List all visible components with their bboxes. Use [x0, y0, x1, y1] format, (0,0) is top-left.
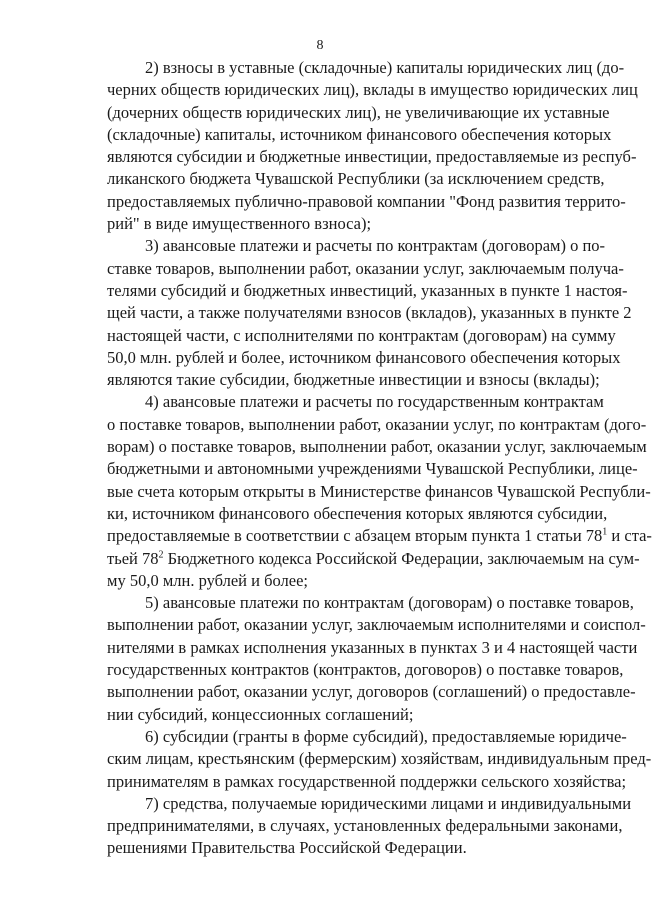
text-line: [107, 548, 640, 570]
text-segment: Бюджетного кодекса Российской Федерации, заключаемым на сум-: [163, 548, 640, 568]
text-line: нителями в рамках исполнения указанных в пунктах 3 и 4 настоящей части: [107, 637, 638, 657]
text-line: черних обществ юридических лиц), вклады в имущество юридических лиц: [107, 80, 638, 100]
text-line: 50,0 млн. рублей и более, источником финансового обеспечения которых: [107, 347, 621, 367]
text-line: являются субсидии и бюджетные инвестиции, предоставляемые из респуб-: [107, 147, 637, 167]
text-segment: и ста-: [607, 526, 652, 546]
text-line: о поставке товаров, выполнении работ, оказании услуг, по контрактам (дого-: [107, 414, 647, 434]
text-line: 2) взносы в уставные (складочные) капиталы юридических лиц (до-: [145, 58, 625, 77]
text-line: (складочные) капиталы, источником финансового обеспечения которых: [107, 124, 612, 144]
text-line: [107, 525, 652, 547]
text-line: ликанского бюджета Чувашской Республики (за исключением средств,: [107, 169, 605, 189]
text-line: решениями Правительства Российской Федерации.: [107, 838, 467, 858]
text-line: ставке товаров, выполнении работ, оказании услуг, заключаемым получа-: [107, 258, 624, 278]
text-line: настоящей части, с исполнителями по контрактам (договорам) на сумму: [107, 325, 616, 345]
text-line: нии субсидий, концессионных соглашений;: [107, 704, 414, 724]
text-line: 4) авансовые платежи и расчеты по государственным контрактам: [145, 392, 604, 412]
text-line: ки, источником финансового обеспечения которых являются субсидии,: [107, 503, 608, 523]
text-line: му 50,0 млн. рублей и более;: [107, 570, 308, 590]
text-line: 3) авансовые платежи и расчеты по контрактам (договорам) о по-: [145, 236, 606, 256]
text-line: 6) субсидии (гранты в форме субсидий), предоставляемые юридиче-: [145, 726, 627, 746]
superscript: 2: [158, 549, 164, 561]
text-line: 5) авансовые платежи по контрактам (договорам) о поставке товаров,: [145, 593, 634, 613]
text-line: вые счета которым открыты в Министерстве финансов Чувашской Республи-: [107, 481, 651, 501]
text-line: являются такие субсидии, бюджетные инвестиции и взносы (вклады);: [107, 370, 600, 390]
text-segment: тьей 78: [107, 548, 159, 568]
text-line: выполнении работ, оказании услуг, заключаемым исполнителями и соиспол-: [107, 615, 646, 635]
text-line: ским лицам, крестьянским (фермерским) хозяйствам, индивидуальным пред-: [107, 749, 652, 769]
text-line: предпринимателями, в случаях, установленных федеральными законами,: [107, 816, 623, 836]
text-line: 7) средства, получаемые юридическими лицами и индивидуальными: [145, 793, 632, 813]
text-line: принимателям в рамках государственной поддержки сельского хозяйства;: [107, 771, 627, 791]
text-line: щей части, а также получателями взносов (вкладов), указанных в пункте 2: [107, 303, 632, 323]
text-segment: предоставляемые в соответствии с абзацем вторым пункта 1 статьи 78: [107, 526, 603, 546]
text-line: выполнении работ, оказании услуг, договоров (соглашений) о предоставле-: [107, 682, 636, 702]
text-line: (дочерних обществ юридических лиц), не увеличивающие их уставные: [107, 102, 610, 122]
text-line: рий" в виде имущественного взноса);: [107, 214, 372, 234]
text-line: предоставляемых публично-правовой компании "Фонд развития террито-: [107, 191, 626, 211]
text-line: государственных контрактов (контрактов, договоров) о поставке товаров,: [107, 660, 624, 680]
text-line: телями субсидий и бюджетных инвестиций, указанных в пункте 1 настоя-: [107, 280, 628, 300]
document-body: [107, 57, 652, 860]
text-line: ворам) о поставке товаров, выполнении работ, оказании услуг, заключаемым: [107, 437, 647, 457]
page-number: 8: [316, 38, 324, 53]
superscript: 1: [602, 526, 608, 538]
text-line: бюджетными и автономными учреждениями Чувашской Республики, лице-: [107, 459, 638, 479]
